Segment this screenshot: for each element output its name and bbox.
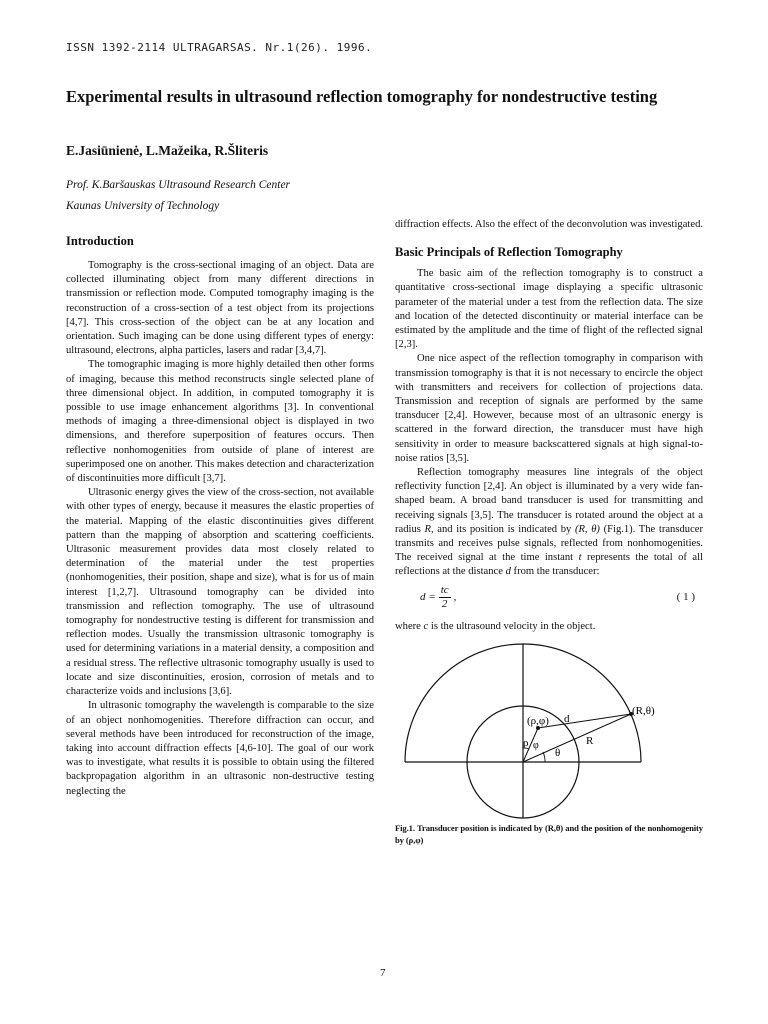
label-theta: θ <box>555 746 561 759</box>
equation-explanation <box>395 620 703 634</box>
text-run: , and its position is indicated by <box>431 523 575 535</box>
equation-fraction <box>439 584 451 611</box>
section-heading-basic-principals: Basic Principals of Reflection Tomography <box>395 245 623 260</box>
intro-continuation: diffraction effects. Also the effect of the deconvolution was investigated. <box>395 219 704 230</box>
equation-number: ( 1 ) <box>676 590 695 603</box>
page-number: 7 <box>380 967 386 979</box>
label-d: d <box>564 712 570 725</box>
basics-paragraph-1: The basic aim of the reflection tomography is to construct a quantitative cross-sectional image displaying a specific ultrasonic parameter of the material under a test from the reflection data. The size and location of the detected discontinuity or material interface can be estimated by the amplitude and the time of flight of the reflected signal [2,3]. <box>395 268 703 351</box>
figure-1-caption: Fig.1. Transducer position is indicated by (R,θ) and the position of the nonhomogenity by (ρ,φ) <box>395 822 703 845</box>
equation-body <box>420 584 456 611</box>
intro-paragraph-3: Ultrasonic energy gives the view of the cross-section, not available with other types of energy, because it measures the elastic properties of the material. Mapping of the elastic discontinuities gives different pattern than the mapping of absorption and scattering coefficients. Ultrasonic measurement provides data most closely related to determination of the material under the test properties (nonhomogenities, their position, shape and size), what is for us of main interest [1,2,7]. Ultrasound tomography can be divided into transmission and reflection tomography. The use of ultrasound tomography for nondestructive testing is different for transmission and reflection modes. Usually the transmission ultrasonic tomography is used for determining variations in a material density, a composition and a residual stress. The reflective ultrasonic tomography usually is used to locate and size discontinuities, erosion, corrosion of metals and to characterize voids and inclusions [3,6]. <box>66 487 374 698</box>
paper-title: Experimental results in ultrasound reflection tomography for nondestructive testing <box>66 87 658 106</box>
equation-1 <box>395 580 703 620</box>
intro-paragraph-1: Tomography is the cross-sectional imaging of an object. Data are collected illuminating object from many different directions in transmission or reflection mode. Computed tomography imaging is the reconstruction of a cross-section of a test object from its projections [4,7]. This cross-section of the object can be at any location and orientation. Such imaging can be done using different types of energy: ultrasound, electrons, alpha particles, lasers and radar [3,4,7]. <box>66 260 374 357</box>
basics-paragraph-3 <box>395 466 703 580</box>
affiliation-line-2: Kaunas University of Technology <box>66 200 220 212</box>
equation-numerator: tc <box>440 583 449 596</box>
var-d: d <box>505 566 511 578</box>
theta-arc <box>543 752 545 762</box>
label-rho: ρ <box>523 736 529 749</box>
intro-paragraph-2: The tomographic imaging is more highly detailed then other forms of imaging, because this method reconstructs single selected plane of three dimensional object. In addition, in computed tomography it is possible to use image enhancement algorithms [3]. In conventional methods of imaging a three-dimensional object is displayed in two dimensions, and therefore superposition of features occurs. Then reflective nonhomogenities from outside of plane of interest are superimposed one on another. This makes detection and characterization of discontinuities more difficult [3,7]. <box>66 359 374 485</box>
label-rho-phi: (ρ,φ) <box>527 714 549 727</box>
var-t: t <box>578 552 582 564</box>
transducer-geometry-diagram <box>395 640 703 820</box>
distance-d-line <box>538 714 631 728</box>
equation-lhs: d = <box>420 591 436 604</box>
label-R-theta: (R,θ) <box>632 704 655 717</box>
var-c: c <box>423 620 429 632</box>
text-run: (Fig.1). The transducer transmits and receives pulse signals, reflected from nonhomogenities. The received signal at the time instant <box>395 523 703 564</box>
journal-header: ISSN 1392-2114 ULTRAGARSAS. Nr.1(26). 1996. <box>66 41 373 54</box>
label-phi: φ <box>533 739 539 751</box>
equation-comma: , <box>453 591 457 604</box>
text-run: from the transducer: <box>510 566 600 578</box>
basics-paragraph-2: One nice aspect of the reflection tomography in comparison with transmission tomography is that it is not necessary to encircle the object with transmitters and receivers for collection of projections data. Transmission and reception of signals are performed by the same transducer [2,4]. However, because most of an ultrasonic energy is scattered in the forward direction, the transducer must have high sensitivity in order to measure backscattered signals at high signal-to-noise ratios [3,5]. <box>395 353 703 464</box>
text-run: where <box>395 620 424 632</box>
affiliation-line-1: Prof. K.Baršauskas Ultrasound Research Center <box>66 179 291 191</box>
intro-paragraph-4: In ultrasonic tomography the wavelength is comparable to the size of an object nonhomogenities. Therefore diffraction can occur, and several methods have been introduced for reconstruction of the image, taking into account diffraction effects [4,6-10]. The goal of our work was to investigate, what results it is possible to obtain using the filtered backpropagation algorithm in an ultrasonic non-destructive testing neglecting the <box>66 700 374 797</box>
label-R: R <box>586 734 594 747</box>
text-run: represents the total of all reflections at the distance <box>395 552 703 578</box>
authors: E.Jasiūnienė, L.Mažeika, R.Šliteris <box>66 143 269 158</box>
var-R-theta: (R, θ) <box>574 523 600 535</box>
text-run: Reflection tomography measures line integrals of the object reflectivity function [2,4]. An object is illuminated by a very wide fan-shaped beam. A broad band transducer is used for transmitting and receiving signals [3,5]. The transducer is rotated around the object at a radius <box>395 467 703 535</box>
left-column <box>66 233 374 799</box>
figure-1 <box>395 640 703 820</box>
section-heading-introduction: Introduction <box>66 234 134 248</box>
var-R: R <box>424 523 431 535</box>
right-column <box>395 218 703 846</box>
equation-denominator: 2 <box>441 597 448 610</box>
text-run: is the ultrasound velocity in the object. <box>428 620 596 632</box>
